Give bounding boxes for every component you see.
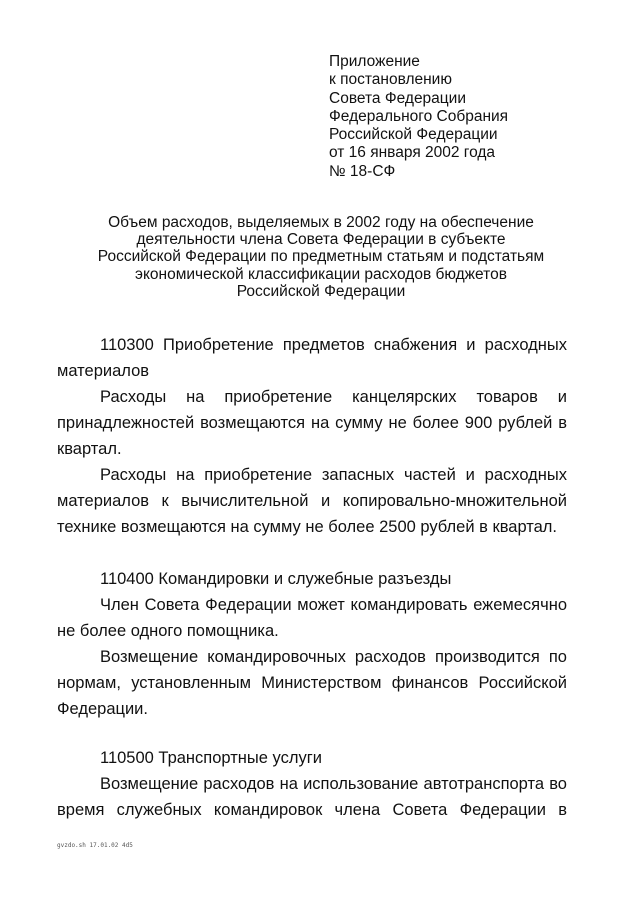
section-110300 xyxy=(57,332,567,540)
section-110500 xyxy=(57,771,567,823)
section-110400 xyxy=(57,592,567,722)
section-paragraph: Возмещение командировочных расходов производится по нормам, установленным Министерством финансов Российской Федерации. xyxy=(57,648,567,718)
section-paragraph: Возмещение расходов на использование автотранспорта во время служебных командировок члена Совета Федерации в xyxy=(57,775,567,819)
appendix-line: от 16 января 2002 года xyxy=(329,144,496,162)
footer-file-mark: gvzdo.sh 17.01.02 4d5 xyxy=(57,842,133,849)
section-heading: 110400 Командировки и служебные разъезды xyxy=(100,570,452,588)
appendix-line: Федерального Собрания xyxy=(329,107,509,125)
title-line: экономической классификации расходов бюджетов xyxy=(135,265,507,283)
document-title xyxy=(60,214,582,300)
section-paragraph: Член Совета Федерации может командировать ежемесячно не более одного помощника. xyxy=(57,596,567,640)
title-line: Объем расходов, выделяемых в 2002 году на обеспечение xyxy=(108,214,534,231)
appendix-line: № 18-СФ xyxy=(329,162,396,180)
section-paragraph: Расходы на приобретение запасных частей и расходных материалов к вычислительной и копировально-множительной технике возмещаются на сумму не более 2500 рублей в квартал. xyxy=(57,466,567,536)
title-line: Российской Федерации по предметным статьям и подстатьям xyxy=(97,248,545,266)
title-line: Российской Федерации xyxy=(236,282,406,300)
appendix-line: Совета Федерации xyxy=(329,89,466,107)
appendix-line: Российской Федерации xyxy=(329,126,498,144)
title-line: деятельности члена Совета Федерации в субъекте xyxy=(136,231,506,249)
appendix-line: Приложение xyxy=(329,53,420,70)
appendix-block xyxy=(329,53,508,181)
section-paragraph: Расходы на приобретение канцелярских товаров и принадлежностей возмещаются на сумму не более 900 рублей в квартал. xyxy=(57,388,567,458)
section-heading: 110300 Приобретение предметов снабжения и расходных материалов xyxy=(57,336,567,380)
section-heading: 110500 Транспортные услуги xyxy=(100,749,322,767)
appendix-line: к постановлению xyxy=(329,71,452,89)
